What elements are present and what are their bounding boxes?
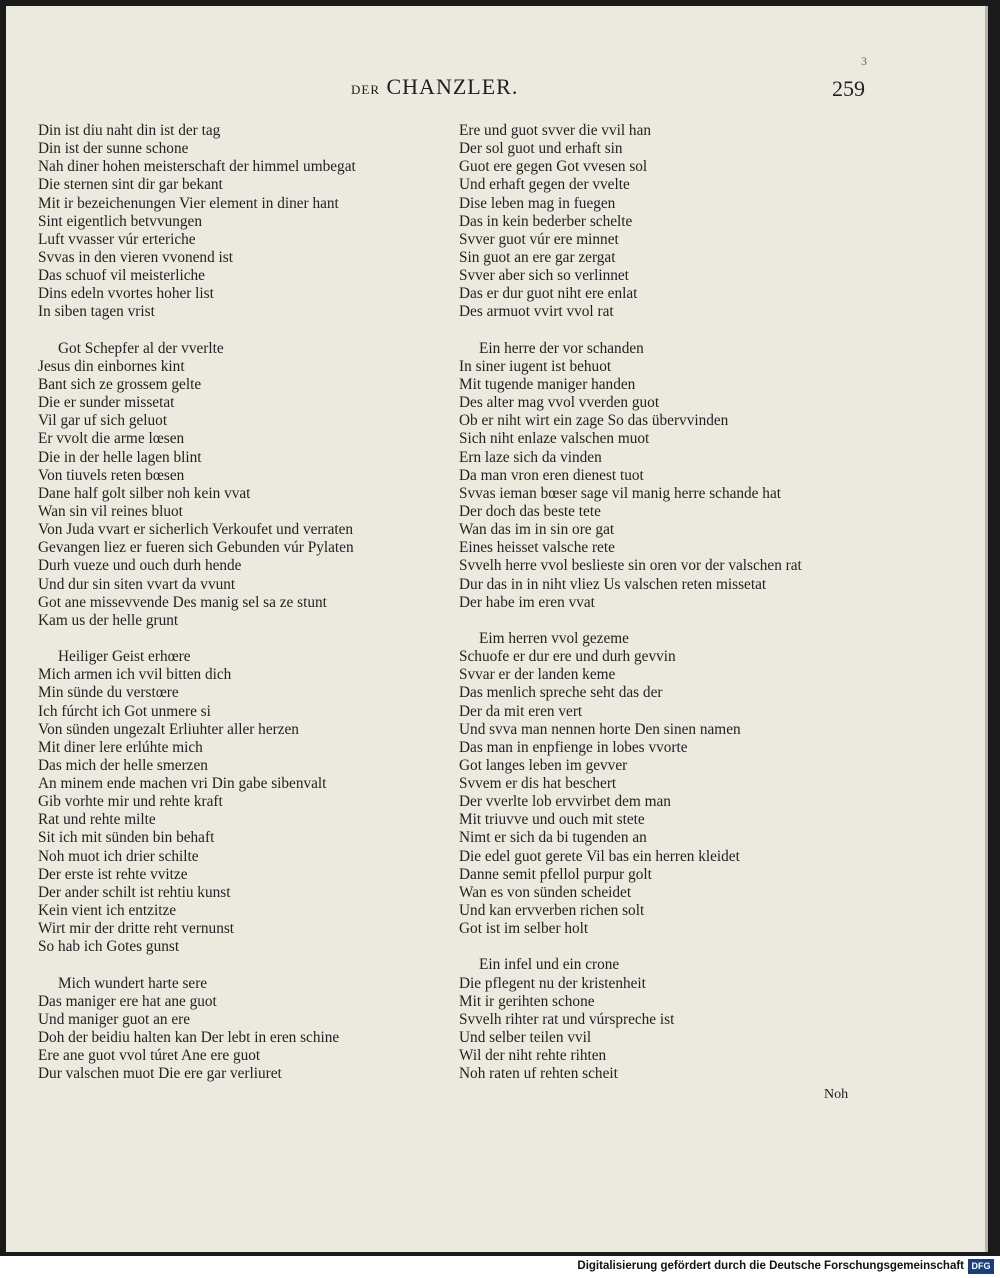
- running-head: [351, 74, 518, 100]
- running-head-title: CHANZLER.: [386, 74, 519, 99]
- verse-line: Dur valschen muot Die ere gar verliuret: [38, 1065, 282, 1083]
- verse-line: Ob er niht wirt ein zage So das übervvinden: [459, 412, 729, 430]
- verse-line: Mich wundert harte sere: [58, 974, 208, 992]
- verse-line: Min sünde du verstœre: [38, 684, 179, 702]
- verse-line: Und dur sin siten vvart da vvunt: [38, 575, 236, 593]
- verse-line: Sit ich mit sünden bin behaft: [38, 829, 215, 847]
- book-page: [6, 6, 988, 1252]
- verse-line: Dur das in in niht vliez Us valschen reten missetat: [459, 575, 767, 593]
- verse-line: Mit diner lere erlúhte mich: [38, 738, 203, 756]
- verse-line: Ern laze sich da vinden: [459, 448, 602, 466]
- verse-line: Kein vient ich entzitze: [38, 902, 177, 920]
- verse-line: In siner iugent ist behuot: [459, 357, 612, 375]
- verse-line: Wan sin vil reines bluot: [38, 502, 183, 520]
- verse-line: Svver aber sich so verlinnet: [459, 267, 629, 285]
- verse-line: Dise leben mag in fuegen: [459, 194, 616, 212]
- verse-line: Got ane missevvende Des manig sel sa ze stunt: [38, 593, 327, 611]
- verse-line: Des alter mag vvol vverden guot: [459, 394, 660, 412]
- verse-line: Von Juda vvart er sicherlich Verkoufet und verraten: [38, 521, 354, 539]
- stanza-gap: [38, 322, 458, 340]
- catchword: Noh: [824, 1087, 849, 1102]
- verse-line: Wil der niht rehte rihten: [459, 1047, 607, 1065]
- verse-line: Doh der beidiu halten kan Der lebt in eren schine: [38, 1029, 340, 1047]
- stanza-gap: [459, 612, 909, 630]
- verse-line: Guot ere gegen Got vvesen sol: [459, 158, 648, 176]
- verse-line: Das er dur guot niht ere enlat: [459, 285, 638, 303]
- verse-line: Der sol guot und erhaft sin: [459, 140, 623, 158]
- verse-line: An minem ende machen vri Din gabe sibenvalt: [38, 775, 327, 793]
- verse-line: Von sünden ungezalt Erliuhter aller herzen: [38, 720, 299, 738]
- verse-line: Svvelh herre vvol beslieste sin oren vor der valschen rat: [459, 557, 802, 575]
- funding-credit: Digitalisierung gefördert durch die Deutsche Forschungsgemeinschaft: [577, 1260, 964, 1272]
- verse-line: Sich niht enlaze valschen muot: [459, 430, 650, 448]
- verse-line: Und maniger guot an ere: [38, 1010, 191, 1028]
- verse-line: Gevangen liez er fueren sich Gebunden vúr Pylaten: [38, 539, 354, 557]
- verse-line: Nah diner hohen meisterschaft der himmel umbegat: [38, 158, 356, 176]
- verse-line: Eines heisset valsche rete: [459, 539, 615, 557]
- verse-line: Und svva man nennen horte Den sinen namen: [459, 720, 741, 738]
- verse-line: Und kan ervverben richen solt: [459, 902, 645, 920]
- verse-line: Die edel guot gerete Vil bas ein herren kleidet: [459, 847, 740, 865]
- verse-line: Svvem er dis hat beschert: [459, 775, 617, 793]
- verse-line: Din ist diu naht din ist der tag: [38, 122, 221, 139]
- verse-line: Ere und guot svver die vvil han: [459, 122, 652, 139]
- verse-line: Wan das im in sin ore gat: [459, 521, 615, 539]
- verse-line: Das man in enpfienge in lobes vvorte: [459, 738, 688, 756]
- left-text-column: [38, 122, 458, 1083]
- verse-line: Wirt mir der dritte reht vernunst: [38, 920, 235, 938]
- verse-line: Und selber teilen vvil: [459, 1029, 592, 1047]
- verse-line: Mit triuvve und ouch mit stete: [459, 811, 645, 829]
- verse-line: Got Schepfer al der vverlte: [58, 339, 224, 357]
- verse-line: Mich armen ich vvil bitten dich: [38, 666, 232, 684]
- verse-line: Ere ane guot vvol túret Ane ere guot: [38, 1047, 261, 1065]
- verse-line: Vil gar uf sich geluot: [38, 412, 168, 430]
- verse-line: Der doch das beste tete: [459, 502, 601, 520]
- right-text-column: [459, 122, 909, 1083]
- dfg-logo: DFG: [968, 1259, 994, 1274]
- verse-line: Ein herre der vor schanden: [479, 339, 644, 357]
- verse-line: Die in der helle lagen blint: [38, 448, 202, 466]
- verse-line: Svvas in den vieren vvonend ist: [38, 248, 234, 266]
- verse-line: Durh vueze und ouch durh hende: [38, 557, 242, 575]
- stanza-gap: [38, 956, 458, 974]
- verse-line: Und erhaft gegen der vvelte: [459, 176, 630, 194]
- verse-line: Din ist der sunne schone: [38, 140, 189, 158]
- verse-line: Svvar er der landen keme: [459, 666, 616, 684]
- verse-line: Sint eigentlich betvvungen: [38, 212, 202, 230]
- verse-line: Svver guot vúr ere minnet: [459, 230, 619, 248]
- verse-line: Er vvolt die arme lœsen: [38, 430, 185, 448]
- verse-line: Luft vvasser vúr erteriche: [38, 230, 196, 248]
- verse-line: Des armuot vvirt vvol rat: [459, 303, 614, 321]
- verse-line: Das maniger ere hat ane guot: [38, 992, 217, 1010]
- verse-line: Bant sich ze grossem gelte: [38, 375, 202, 393]
- verse-line: Wan es von sünden scheidet: [459, 883, 632, 901]
- verse-line: Ich fúrcht ich Got unmere si: [38, 702, 211, 720]
- verse-line: Svvas ieman bœser sage vil manig herre schande hat: [459, 484, 781, 502]
- verse-line: Mit ir bezeichenungen Vier element in diner hant: [38, 194, 339, 212]
- verse-line: Heiliger Geist erhœre: [58, 648, 191, 666]
- verse-line: Mit ir gerihten schone: [459, 992, 595, 1010]
- verse-line: Got ist im selber holt: [459, 920, 589, 938]
- verse-line: Rat und rehte milte: [38, 811, 156, 829]
- verse-line: Schuofe er dur ere und durh gevvin: [459, 648, 676, 666]
- verse-line: Von tiuvels reten bœsen: [38, 466, 185, 484]
- verse-line: Dins edeln vvortes hoher list: [38, 285, 214, 303]
- verse-line: Noh raten uf rehten scheit: [459, 1065, 618, 1083]
- verse-line: Das in kein bederber schelte: [459, 212, 633, 230]
- stanza-gap: [38, 630, 458, 648]
- verse-line: Das schuof vil meisterliche: [38, 267, 205, 285]
- verse-line: Jesus din einbornes kint: [38, 357, 185, 375]
- verse-line: Die sternen sint dir gar bekant: [38, 176, 223, 194]
- stanza-gap: [459, 322, 909, 340]
- verse-line: Danne semit pfellol purpur golt: [459, 865, 652, 883]
- verse-line: Svvelh rihter rat und vúrspreche ist: [459, 1010, 675, 1028]
- verse-line: Nimt er sich da bi tugenden an: [459, 829, 647, 847]
- verse-line: Das mich der helle smerzen: [38, 756, 208, 774]
- verse-line: Noh muot ich drier schilte: [38, 847, 199, 865]
- verse-line: Der erste ist rehte vvitze: [38, 865, 188, 883]
- verse-line: Der habe im eren vvat: [459, 593, 595, 611]
- pencil-folio-mark: 3: [861, 54, 867, 68]
- stanza-gap: [459, 938, 909, 956]
- verse-line: Sin guot an ere gar zergat: [459, 248, 616, 266]
- verse-line: Der da mit eren vert: [459, 702, 583, 720]
- verse-line: So hab ich Gotes gunst: [38, 938, 180, 956]
- verse-line: Ein infel und ein crone: [479, 956, 620, 974]
- verse-line: Mit tugende maniger handen: [459, 375, 636, 393]
- verse-line: Got langes leben im gevver: [459, 756, 628, 774]
- page-number: 259: [832, 76, 865, 101]
- verse-line: Das menlich spreche seht das der: [459, 684, 663, 702]
- digitization-footer: [0, 1256, 1000, 1278]
- verse-line: Gib vorhte mir und rehte kraft: [38, 793, 223, 811]
- verse-line: Die pflegent nu der kristenheit: [459, 974, 646, 992]
- verse-line: Da man vron eren dienest tuot: [459, 466, 644, 484]
- verse-line: Der ander schilt ist rehtiu kunst: [38, 883, 231, 901]
- verse-line: Kam us der helle grunt: [38, 611, 179, 629]
- running-head-prefix: DER: [351, 82, 380, 97]
- verse-line: Eim herren vvol gezeme: [479, 629, 629, 647]
- verse-line: Dane half golt silber noh kein vvat: [38, 484, 251, 502]
- verse-line: Die er sunder missetat: [38, 394, 175, 412]
- verse-line: Der vverlte lob ervvirbet dem man: [459, 793, 671, 811]
- verse-line: In siben tagen vrist: [38, 303, 155, 321]
